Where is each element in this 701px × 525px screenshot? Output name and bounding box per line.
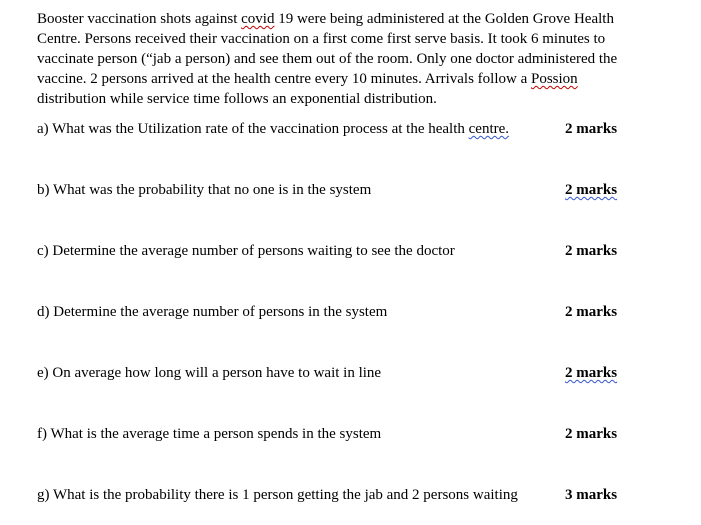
marks-b: 2 marks bbox=[565, 182, 618, 198]
problem-text: vaccine. 2 persons arrived at the health centre every 10 minutes. Arrivals follow a bbox=[37, 71, 531, 87]
question-d: d) Determine the average number of persons in the system bbox=[37, 304, 388, 320]
marks-a: 2 marks bbox=[565, 121, 618, 137]
grammar-flagged-word: centre. bbox=[468, 121, 510, 137]
problem-statement bbox=[37, 9, 662, 109]
question-c: c) Determine the average number of persons waiting to see the doctor bbox=[37, 243, 455, 259]
marks-e: 2 marks bbox=[565, 365, 618, 381]
marks-d: 2 marks bbox=[565, 304, 618, 320]
question-text: a) What was the Utilization rate of the vaccination process at the health bbox=[37, 121, 469, 137]
spellcheck-flagged-word: Possion bbox=[531, 71, 578, 87]
spellcheck-flagged-word: covid bbox=[241, 11, 275, 27]
question-g: g) What is the probability there is 1 person getting the jab and 2 persons waiting bbox=[37, 487, 518, 503]
problem-text: Booster vaccination shots against bbox=[37, 11, 242, 27]
question-a bbox=[37, 119, 509, 139]
problem-line-3: vaccinate person (“jab a person) and see them out of the room. Only one doctor administered the bbox=[37, 51, 618, 67]
question-b: b) What was the probability that no one is in the system bbox=[37, 182, 372, 198]
marks-c: 2 marks bbox=[565, 243, 618, 259]
marks-f: 2 marks bbox=[565, 426, 618, 442]
problem-text: 19 were being administered at the Golden Grove Health bbox=[274, 11, 614, 27]
problem-line-2: Centre. Persons received their vaccination on a first come first serve basis. It took 6 minutes to bbox=[37, 31, 606, 47]
marks-g: 3 marks bbox=[565, 487, 618, 503]
question-f: f) What is the average time a person spends in the system bbox=[37, 426, 382, 442]
problem-line-5: distribution while service time follows an exponential distribution. bbox=[37, 91, 437, 107]
problem-line-4 bbox=[37, 69, 662, 89]
problem-line-1 bbox=[37, 9, 662, 29]
question-e: e) On average how long will a person have to wait in line bbox=[37, 365, 382, 381]
